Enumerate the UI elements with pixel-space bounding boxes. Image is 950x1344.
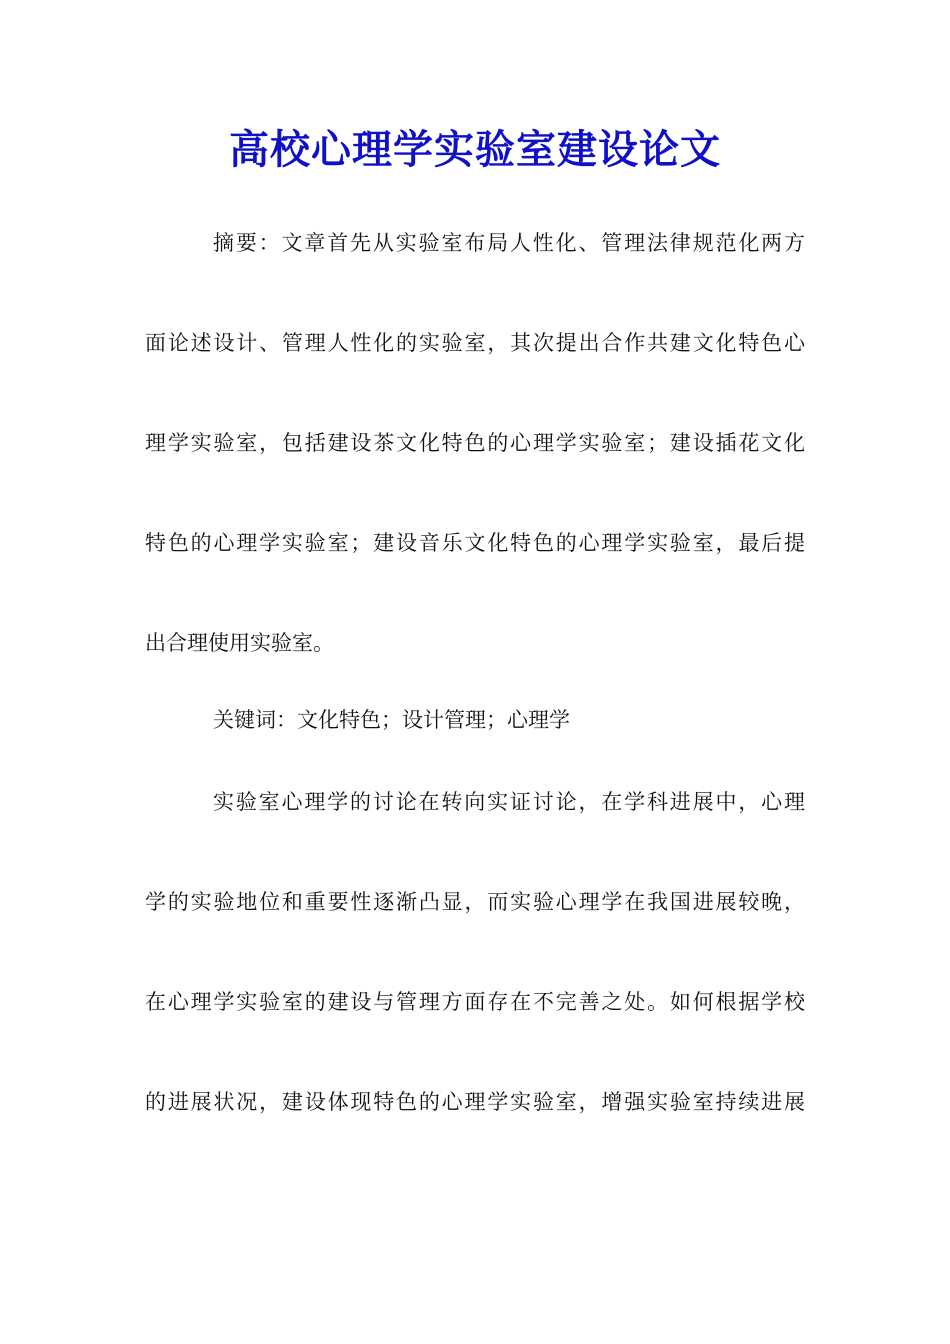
- keywords-line: 关键词：文化特色；设计管理；心理学: [213, 708, 570, 732]
- abstract-line: 理学实验室，包括建设茶文化特色的心理学实验室；建设插花文化: [145, 431, 805, 455]
- abstract-line: 特色的心理学实验室；建设音乐文化特色的心理学实验室，最后提: [145, 531, 805, 555]
- body-line: 在心理学实验室的建设与管理方面存在不完善之处。如何根据学校: [145, 990, 805, 1014]
- abstract-line: 出合理使用实验室。: [145, 631, 334, 655]
- abstract-line: 摘要：文章首先从实验室布局人性化、管理法律规范化两方: [213, 231, 805, 255]
- body-paragraph: [145, 790, 805, 1190]
- body-line: 学的实验地位和重要性逐渐凸显，而实验心理学在我国进展较晚，: [145, 890, 805, 914]
- body-line: 实验室心理学的讨论在转向实证讨论，在学科进展中，心理: [213, 790, 805, 814]
- abstract-paragraph: [145, 231, 805, 731]
- abstract-line: 面论述设计、管理人性化的实验室，其次提出合作共建文化特色心: [145, 331, 805, 355]
- document-title: 高校心理学实验室建设论文: [229, 126, 721, 173]
- body-line: 的进展状况，建设体现特色的心理学实验室，增强实验室持续进展: [145, 1090, 805, 1114]
